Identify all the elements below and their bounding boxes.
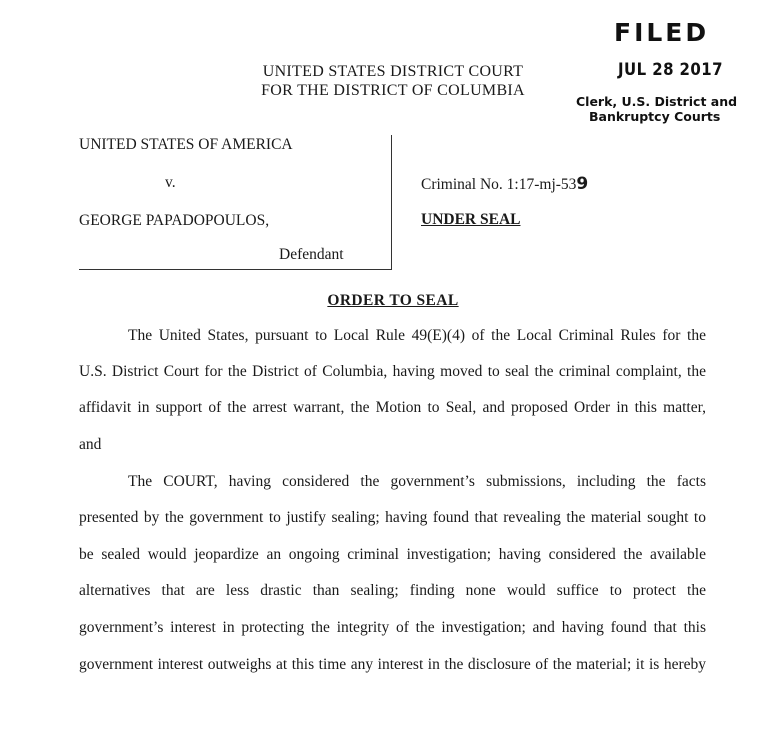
case-number-typed: Criminal No. 1:17-mj-53: [421, 176, 577, 193]
filed-stamp-clerk-line2: Bankruptcy Courts: [589, 109, 721, 124]
paragraph-1-line-4: and: [79, 436, 102, 453]
caption-horizontal-divider: [79, 269, 392, 270]
case-number: [421, 174, 588, 194]
caption-defendant-label: Defendant: [279, 246, 344, 263]
paragraph-2-line-3: be sealed would jeopardize an ongoing criminal investigation; having considered the available: [79, 546, 706, 563]
court-district: FOR THE DISTRICT OF COLUMBIA: [261, 82, 525, 99]
caption-plaintiff: UNITED STATES OF AMERICA: [79, 136, 293, 153]
paragraph-2-line-4: alternatives that are less drastic than sealing; finding none would suffice to protect the: [79, 582, 706, 599]
filed-stamp: FILED: [614, 18, 710, 47]
paragraph-2-line-2: presented by the government to justify sealing; having found that revealing the material sought to: [79, 509, 706, 526]
case-number-handwritten-digit: 9: [576, 174, 589, 194]
court-name: UNITED STATES DISTRICT COURT: [262, 63, 524, 80]
paragraph-2-line-1: The COURT, having considered the government’s submissions, including the facts: [128, 473, 706, 490]
caption-vertical-divider: [391, 135, 392, 270]
filed-stamp-clerk: [576, 94, 737, 124]
caption-versus: v.: [165, 174, 176, 191]
order-title: ORDER TO SEAL: [327, 292, 459, 309]
filed-stamp-clerk-line1: Clerk, U.S. District and: [576, 94, 738, 109]
paragraph-2-line-5: government’s interest in protecting the integrity of the investigation; and having found that this: [79, 619, 706, 636]
paragraph-1-line-2: U.S. District Court for the District of Columbia, having moved to seal the criminal complaint, the: [79, 363, 706, 380]
filed-stamp-date: JUL 28 2017: [618, 60, 723, 80]
caption-defendant-name: GEORGE PAPADOPOULOS,: [79, 212, 270, 229]
seal-status: UNDER SEAL: [421, 211, 521, 228]
paragraph-1-line-1: The United States, pursuant to Local Rule 49(E)(4) of the Local Criminal Rules for the: [128, 327, 706, 344]
paragraph-2-line-6: government interest outweighs at this time any interest in the disclosure of the material; it is hereby: [79, 656, 706, 673]
paragraph-1-line-3: affidavit in support of the arrest warrant, the Motion to Seal, and proposed Order in this matter,: [79, 399, 706, 416]
